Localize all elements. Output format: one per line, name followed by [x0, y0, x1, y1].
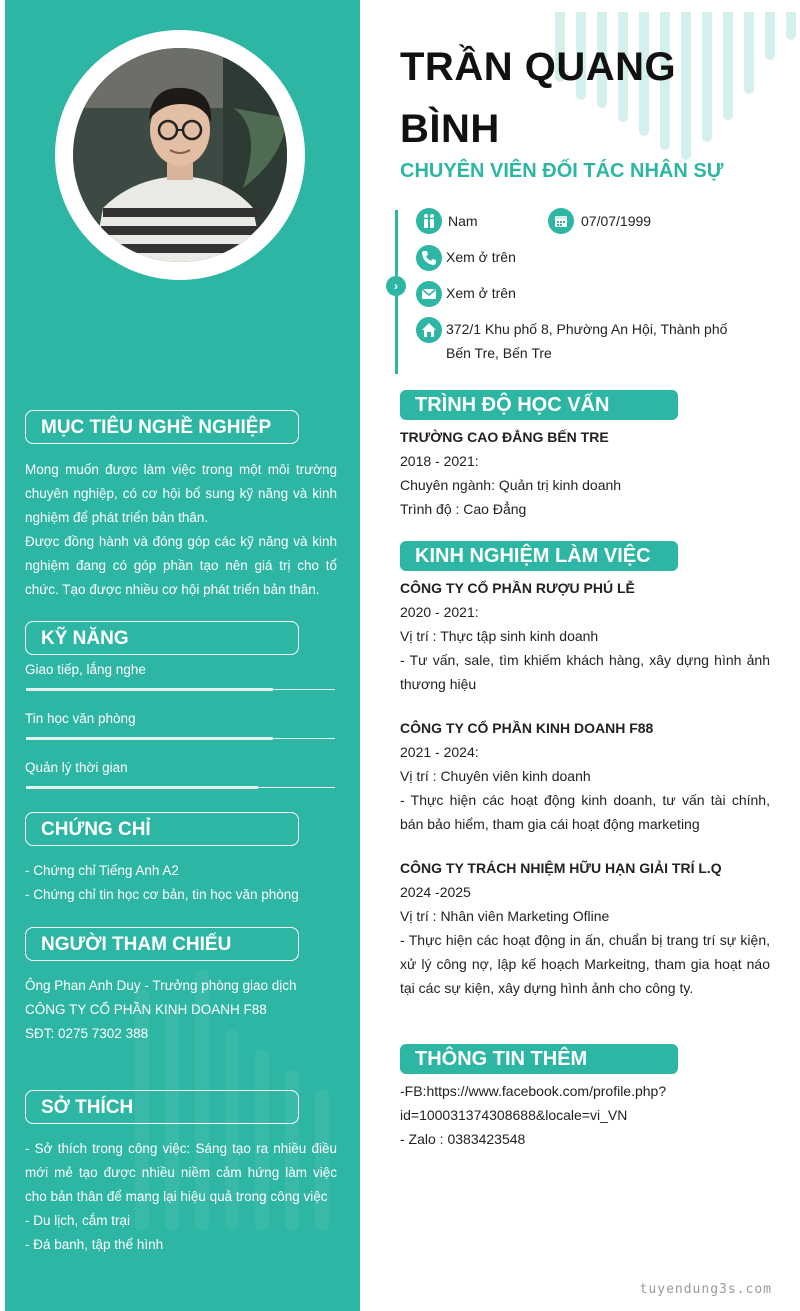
gender-icon: [416, 208, 442, 234]
skill-bar: [26, 787, 335, 788]
education-major: Chuyên ngành: Quản trị kinh doanh: [400, 477, 622, 493]
decor-stripe: [786, 12, 796, 40]
facebook-link[interactable]: -FB:https://www.facebook.com/profile.php?: [400, 1083, 667, 1099]
hobbies-text: [25, 1137, 337, 1257]
left-sidebar: [5, 0, 360, 1311]
address-value: [446, 317, 727, 365]
skill-bar-fill: [26, 737, 273, 740]
job-description: - Thực hiện các hoạt động kinh doanh, tư vấn tài chính, bán bảo hiểm, tham gia cái hoạt động marketing: [400, 792, 770, 832]
gender-value: Nam: [448, 213, 478, 229]
hobby-item: - Đá banh, tập thể hình: [25, 1237, 164, 1252]
job-position: Vị trí : Thực tập sinh kinh doanh: [400, 628, 599, 644]
watermark: tuyendung3s.com: [639, 1282, 772, 1297]
experience-title: KINH NGHIỆM LÀM VIỆC: [400, 541, 678, 571]
decor-stripe: [765, 12, 775, 60]
phone-value: Xem ở trên: [446, 249, 516, 265]
zalo-contact: - Zalo : 0383423548: [400, 1131, 526, 1147]
reference-line: SĐT: 0275 7302 388: [25, 1026, 149, 1041]
job-title: CHUYÊN VIÊN ĐỐI TÁC NHÂN SỰ: [400, 160, 724, 182]
education-level: Trình độ : Cao Đẳng: [400, 501, 527, 517]
email-value: Xem ở trên: [446, 285, 516, 301]
hobby-item: - Sở thích trong công việc: Sáng tạo ra nhiều điều mới mẻ tạo được nhiều niềm cảm hứng làm việc cho bản thân để mang lại hiệu quả trong công việc: [25, 1141, 337, 1204]
job-position: Vị trí : Nhân viên Marketing Ofline: [400, 908, 610, 924]
decor-stripe: [723, 12, 733, 120]
job-entry: [400, 576, 770, 696]
objective-title: MỤC TIÊU NGHỀ NGHIỆP: [25, 410, 299, 444]
certificates-list: [25, 859, 337, 907]
references-title: NGƯỜI THAM CHIẾU: [25, 927, 299, 961]
hobby-item: - Du lịch, cắm trại: [25, 1213, 131, 1228]
skill-label: Tin học văn phòng: [25, 711, 136, 726]
calendar-icon: [548, 208, 574, 234]
reference-line: Ông Phan Anh Duy - Trưởng phòng giao dịch: [25, 978, 297, 993]
education-title: TRÌNH ĐỘ HỌC VẤN: [400, 390, 678, 420]
phone-icon: [416, 245, 442, 271]
job-period: 2021 - 2024:: [400, 744, 479, 760]
hobbies-title: SỞ THÍCH: [25, 1090, 299, 1124]
candidate-name-line: BÌNH: [400, 107, 500, 151]
person-portrait-icon: [73, 48, 287, 262]
objective-text: [25, 458, 337, 602]
candidate-name: [400, 36, 676, 160]
references-text: [25, 974, 337, 1046]
company-name: CÔNG TY CỔ PHẦN RƯỢU PHÚ LỄ: [400, 580, 635, 596]
decor-stripe: [681, 12, 691, 160]
skill-bar: [26, 689, 335, 690]
job-entry: [400, 856, 770, 1000]
job-position: Vị trí : Chuyên viên kinh doanh: [400, 768, 591, 784]
job-entry: [400, 716, 770, 836]
profile-photo-frame: [55, 30, 305, 280]
decor-stripe: [702, 12, 712, 142]
profile-photo: [73, 48, 287, 262]
certificate-item: - Chứng chỉ tin học cơ bản, tin học văn phòng: [25, 887, 299, 902]
decor-stripe: [744, 12, 754, 94]
skill-label: Giao tiếp, lắng nghe: [25, 662, 146, 677]
certificates-title: CHỨNG CHỈ: [25, 812, 299, 846]
address-line: 372/1 Khu phố 8, Phường An Hội, Thành phố: [446, 321, 728, 337]
school-name: TRƯỜNG CAO ĐẲNG BẾN TRE: [400, 429, 609, 445]
birthday-value: 07/07/1999: [581, 213, 652, 229]
job-period: 2024 -2025: [400, 884, 471, 900]
education-block: [400, 425, 770, 521]
job-description: - Thực hiện các hoạt động in ấn, chuẩn bị trang trí sự kiện, xử lý công nợ, lập kế hoạch Markeitng, tham gia hoạt náo tại các sự kiện, xây dựng hình ảnh cho công ty.: [400, 932, 770, 996]
job-period: 2020 - 2021:: [400, 604, 479, 620]
skill-label: Quản lý thời gian: [25, 760, 128, 775]
extra-info-block: [400, 1079, 770, 1151]
company-name: CÔNG TY TRÁCH NHIỆM HỮU HẠN GIẢI TRÍ L.Q: [400, 860, 722, 876]
skill-bar-fill: [26, 688, 273, 691]
chevron-right-icon[interactable]: ›: [386, 276, 406, 296]
skill-bar: [26, 738, 335, 739]
skills-title: KỸ NĂNG: [25, 621, 299, 655]
home-icon: [416, 317, 442, 343]
facebook-link-id[interactable]: id=100031374308688&locale=vi_VN: [400, 1107, 628, 1123]
certificate-item: - Chứng chỉ Tiếng Anh A2: [25, 863, 179, 878]
skill-bar-fill: [26, 786, 258, 789]
objective-paragraph: Được đồng hành và đóng góp các kỹ năng và kinh nghiệm đang có góp phần tạo nên giá trị cho tổ chức. Tạo được nhiều cơ hội phát triển bản thân.: [25, 534, 337, 597]
candidate-name-line: TRẦN QUANG: [400, 45, 677, 89]
education-period: 2018 - 2021:: [400, 453, 479, 469]
job-description: - Tư vấn, sale, tìm khiếm khách hàng, xây dựng hình ảnh thương hiệu: [400, 652, 770, 692]
objective-paragraph: Mong muốn được làm việc trong một môi trường chuyên nghiệp, có cơ hội bổ sung kỹ năng và kinh nghiệm để phát triển bản thân.: [25, 462, 337, 525]
email-icon: [416, 281, 442, 307]
address-line: Bến Tre, Bến Tre: [446, 345, 552, 361]
company-name: CÔNG TY CỔ PHẦN KINH DOANH F88: [400, 720, 654, 736]
reference-line: CÔNG TY CỔ PHẦN KINH DOANH F88: [25, 1002, 267, 1017]
extra-info-title: THÔNG TIN THÊM: [400, 1044, 678, 1074]
